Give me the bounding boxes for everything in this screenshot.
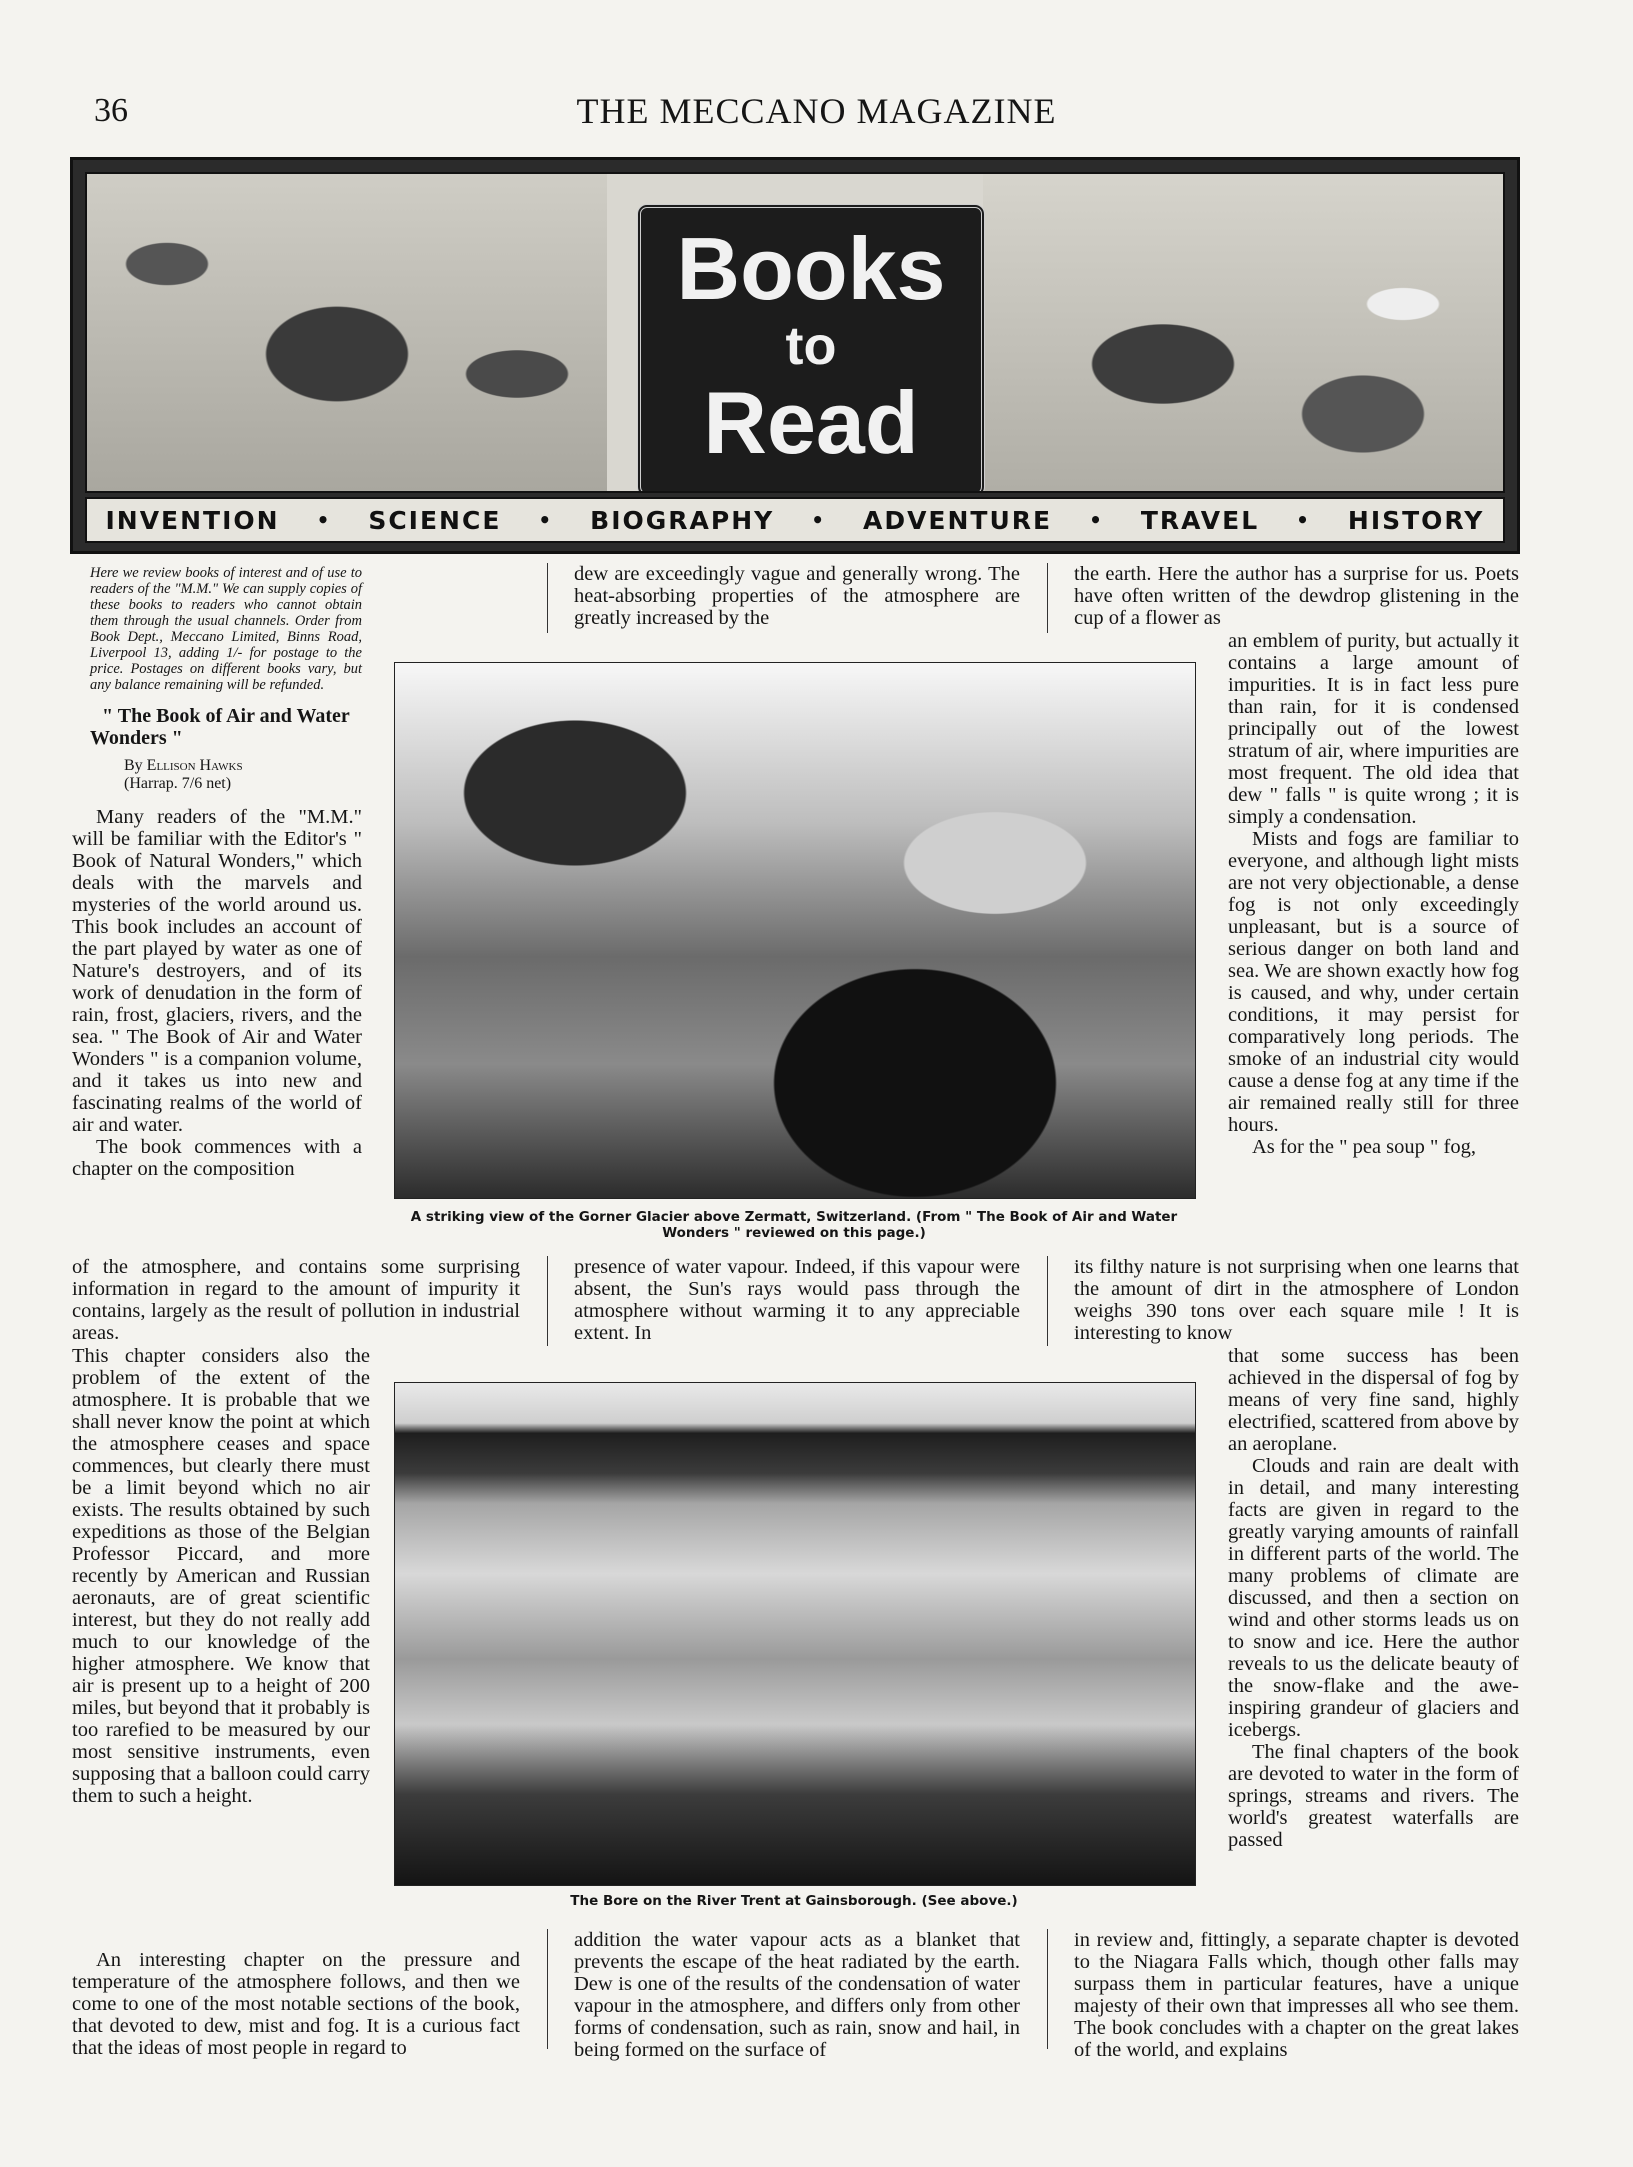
subject-adventure: ADVENTURE (862, 505, 1053, 535)
river-trent-bore-caption: The Bore on the River Trent at Gainsborough. (See above.) (570, 1893, 1018, 1909)
publisher: (Harrap. 7/6 net) (124, 775, 232, 792)
paragraph: This chapter considers also the problem of the extent of the atmosphere. It is probable that we shall never know the point at which the atmosphere ceases and space commences, but clearly there must be a limit beyond which no air exists. The results obtained by such expeditions as those of the Belgian Professor Piccard, and more recently by American and Russian aeronauts, are of great scientific interest, but they do not really add much to our knowledge of the higher atmosphere. We know that air is present up to a height of 200 miles, but beyond that it probably is too rarefied to be measured by our most sensitive instruments, even supposing that a balloon could carry them to such a height. (72, 1345, 370, 1807)
subject-separator: • (811, 508, 826, 532)
right-column-bottom (1074, 1929, 1519, 2061)
gorner-glacier-photo (394, 662, 1196, 1199)
right-illustration-image (983, 174, 1503, 491)
column-rule (547, 1929, 548, 2049)
byline-by: By (124, 757, 143, 774)
banner-title-read: Read (703, 373, 919, 472)
author-name: Ellison Hawks (146, 757, 243, 774)
paragraph: The final chapters of the book are devoted to water in the form of springs, streams and rivers. The world's greatest waterfalls are passed (1228, 1741, 1519, 1851)
left-column-intro (90, 565, 362, 793)
gorner-glacier-caption: A striking view of the Gorner Glacier above Zermatt, Switzerland. (From " The Book of Air and Water Wonders " reviewed on this page.) (410, 1209, 1178, 1241)
paragraph: presence of water vapour. Indeed, if this vapour were absent, the Sun's rays would pass through the atmosphere without warming it to any appreciable extent. In (574, 1256, 1020, 1344)
subject-separator: • (1089, 508, 1104, 532)
subject-strip (85, 497, 1505, 543)
banner-title-plaque (637, 204, 985, 493)
right-column-lower (1228, 1345, 1519, 1851)
book-title: " The Book of Air and Water Wonders " (90, 705, 350, 749)
banner-title-to: to (785, 316, 837, 376)
subject-history: HISTORY (1347, 505, 1485, 535)
left-column-lower (72, 1345, 370, 1807)
paragraph: in review and, fittingly, a separate chapter is devoted to the Niagara Falls which, though other falls may surpass them in particular features, have a unique majesty of their own that impresses all who see them. The book concludes with a chapter on the great lakes of the world, and explains (1074, 1929, 1519, 2061)
byline (90, 757, 362, 775)
right-column-upper (1228, 630, 1519, 1158)
books-to-read-banner (70, 157, 1520, 554)
running-head: THE MECCANO MAGAZINE (576, 91, 1057, 131)
column-rule (1047, 563, 1048, 633)
middle-column-mid (574, 1256, 1020, 1344)
subject-travel: TRAVEL (1140, 505, 1260, 535)
paragraph: of the atmosphere, and contains some surprising information in regard to the amount of impurity it contains, largely as the result of pollution in industrial areas. (72, 1256, 520, 1344)
subject-science: SCIENCE (368, 505, 502, 535)
page-number: 36 (94, 92, 128, 129)
paragraph: dew are exceedingly vague and generally wrong. The heat-absorbing properties of the atmosphere are greatly increased by the (574, 563, 1020, 629)
paragraph: Clouds and rain are dealt with in detail, and many interesting facts are given in regard to the greatly varying amounts of rainfall in different parts of the world. The many problems of climate are discussed, and then a section on wind and other storms leads us on to snow and ice. Here the author reveals to us the delicate beauty of the snow-flake and the awe-inspiring grandeur of glaciers and icebergs. (1228, 1455, 1519, 1741)
river-trent-bore-photo (394, 1382, 1196, 1886)
paragraph: that some success has been achieved in the dispersal of fog by means of very fine sand, highly electrified, scattered from above by an aeroplane. (1228, 1345, 1519, 1455)
column-rule (547, 563, 548, 633)
paragraph: As for the " pea soup " fog, (1252, 1136, 1476, 1158)
paragraph: addition the water vapour acts as a blanket that prevents the escape of the heat radiated by the earth. Dew is one of the results of the condensation of water vapour in the atmosphere, and differs only from other forms of condensation, such as rain, snow and hail, in being formed on the surface of (574, 1929, 1020, 2061)
right-column-top (1074, 563, 1519, 629)
subject-separator: • (1296, 508, 1311, 532)
paragraph: The book commences with a chapter on the composition (72, 1136, 362, 1180)
paragraph: Mists and fogs are familiar to everyone, and although light mists are not very objectionable, a dense fog is not only exceedingly unpleasant, but is a source of serious danger on both land and sea. We are shown exactly how fog is caused, and why, under certain conditions, it may persist for comparatively long periods. The smoke of an industrial city would cause a dense fog at any time if the air remained really still for three hours. (1228, 828, 1519, 1136)
paragraph: an emblem of purity, but actually it contains a large amount of impurities. It is in fact less pure than rain, for it is condensed principally out of the lowest stratum of air, where impurities are most frequent. The old idea that dew " falls " is quite wrong ; it is simply a condensation. (1228, 630, 1519, 828)
column-rule (547, 1256, 548, 1346)
paragraph: the earth. Here the author has a surprise for us. Poets have often written of the dewdrop glistening in the cup of a flower as (1074, 563, 1519, 629)
left-column-wide (72, 1256, 520, 1344)
paragraph: Many readers of the "M.M." will be familiar with the Editor's " Book of Natural Wonders," which deals with the marvels and mysteries of the world around us. This book includes an account of the part played by water as one of Nature's destroyers, and of its work of denudation in the form of rain, frost, glaciers, rivers, and the sea. " The Book of Air and Water Wonders " is a companion volume, and it takes us into new and fascinating realms of the world of air and water. (72, 806, 362, 1136)
subject-separator: • (316, 508, 332, 532)
paragraph: its filthy nature is not surprising when one learns that the amount of dirt in the atmosphere of London weighs 390 tons over each square mile ! It is interesting to know (1074, 1256, 1519, 1344)
left-column-bottom (72, 1949, 520, 2059)
column-rule (1047, 1256, 1048, 1346)
right-column-wide (1074, 1256, 1519, 1344)
subject-separator: • (538, 508, 554, 532)
subject-invention: INVENTION (105, 505, 280, 535)
column-rule (1047, 1929, 1048, 2049)
paragraph: An interesting chapter on the pressure and temperature of the atmosphere follows, and then we come to one of the most notable sections of the book, that devoted to dew, mist and fog. It is a curious fact that the ideas of most people in regard to (72, 1949, 520, 2059)
middle-column-bottom (574, 1929, 1020, 2061)
banner-illustration-frame (85, 172, 1505, 493)
left-illustration-image (87, 174, 607, 491)
intro-note: Here we review books of interest and of use to readers of the "M.M." We can supply copies of these books to readers who cannot obtain them through the usual channels. Order from Book Dept., Meccano Limited, Binns Road, Liverpool 13, adding 1/- for postage to the price. Postages on different books vary, but any balance remaining will be refunded. (90, 565, 362, 693)
banner-title-books: Books (676, 219, 946, 318)
middle-column-top (574, 563, 1020, 629)
left-column-upper (72, 806, 362, 1180)
subject-biography: BIOGRAPHY (590, 505, 775, 535)
